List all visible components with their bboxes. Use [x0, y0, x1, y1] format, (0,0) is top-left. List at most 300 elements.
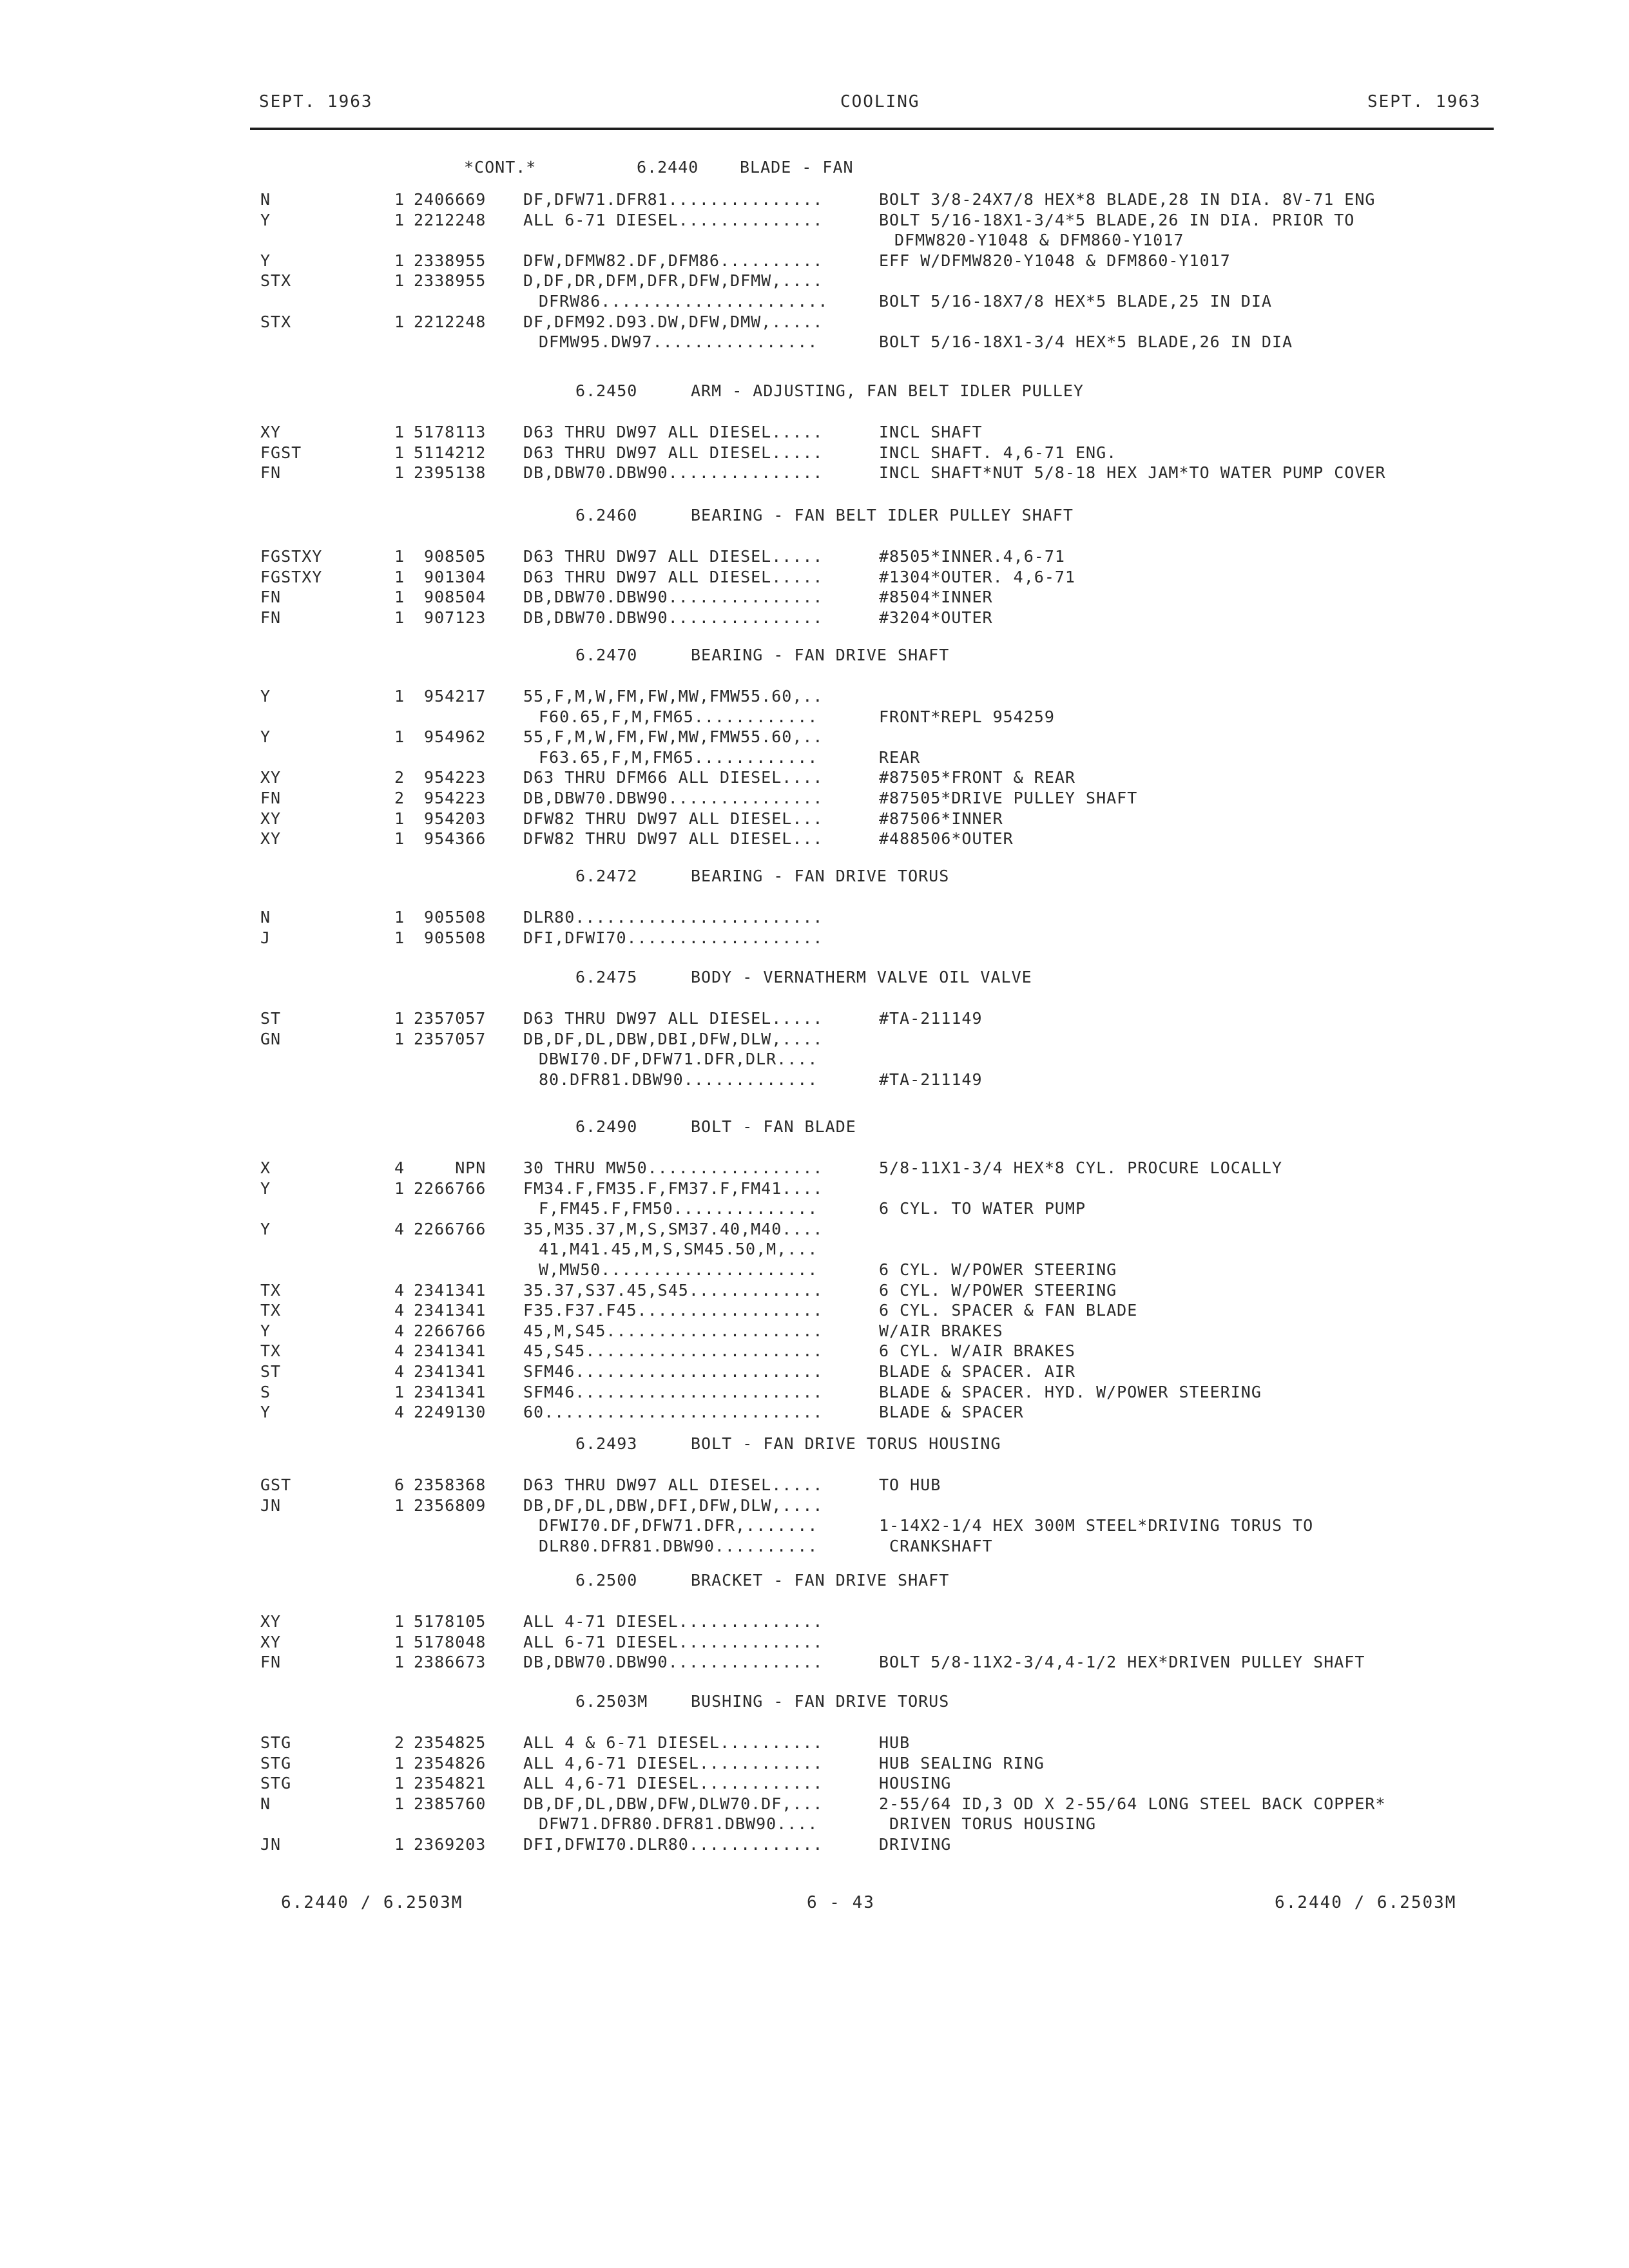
- quantity: 1: [394, 463, 405, 482]
- section-title: BEARING - FAN BELT IDLER PULLEY SHAFT: [691, 506, 1074, 524]
- application: ALL 4-71 DIESEL..............: [523, 1612, 824, 1631]
- part-number: 2266766: [414, 1179, 487, 1198]
- part-row: [0, 423, 1629, 442]
- part-row-continuation: [0, 332, 1629, 352]
- part-row: [0, 463, 1629, 483]
- model-code: Y: [260, 211, 271, 229]
- part-row: [0, 271, 1629, 291]
- model-code: Y: [260, 1321, 271, 1340]
- quantity: 1: [394, 1009, 405, 1028]
- part-row: [0, 1403, 1629, 1422]
- quantity: 1: [394, 1774, 405, 1792]
- application: DB,DBW70.DBW90...............: [523, 588, 824, 606]
- model-code: FN: [260, 608, 282, 627]
- part-row: [0, 1341, 1629, 1361]
- application: F60.65,F,M,FM65............: [539, 707, 818, 726]
- application: F,FM45.F,FM50..............: [539, 1199, 818, 1218]
- description: #87506*INNER: [879, 809, 1003, 828]
- part-number: 954223: [414, 768, 487, 787]
- quantity: 1: [394, 271, 405, 290]
- quantity: 2: [394, 789, 405, 807]
- application: DLR80.DFR81.DBW90..........: [539, 1537, 818, 1555]
- application: DBWI70.DF,DFW71.DFR,DLR....: [539, 1050, 818, 1068]
- section-heading: [0, 158, 1629, 178]
- model-code: GST: [260, 1475, 292, 1494]
- model-code: XY: [260, 809, 282, 828]
- application: DF,DFM92.D93.DW,DFW,DMW,.....: [523, 312, 824, 331]
- quantity: 4: [394, 1301, 405, 1320]
- application: 35.37,S37.45,S45.............: [523, 1281, 824, 1300]
- part-row: [0, 1754, 1629, 1773]
- quantity: 4: [394, 1158, 405, 1177]
- part-row: [0, 1030, 1629, 1049]
- quantity: 4: [394, 1341, 405, 1360]
- part-row: [0, 727, 1629, 747]
- section-number: 6.2440: [637, 158, 699, 177]
- quantity: 1: [394, 211, 405, 229]
- model-code: STG: [260, 1733, 292, 1752]
- model-code: TX: [260, 1341, 282, 1360]
- quantity: 1: [394, 1496, 405, 1515]
- part-row: [0, 908, 1629, 927]
- quantity: 1: [394, 908, 405, 927]
- part-number: 2341341: [414, 1362, 487, 1381]
- description: #3204*OUTER: [879, 608, 993, 627]
- part-number: 2357057: [414, 1030, 487, 1048]
- part-number: 2249130: [414, 1403, 487, 1421]
- application: ALL 6-71 DIESEL..............: [523, 1633, 824, 1651]
- quantity: 1: [394, 1835, 405, 1854]
- part-row-continuation: [0, 1240, 1629, 1259]
- part-number: 2212248: [414, 211, 487, 229]
- application: D,DF,DR,DFM,DFR,DFW,DFMW,....: [523, 271, 824, 290]
- part-row: [0, 608, 1629, 628]
- quantity: 1: [394, 443, 405, 462]
- application: 55,F,M,W,FM,FW,MW,FMW55.60,..: [523, 727, 824, 746]
- part-row: [0, 687, 1629, 706]
- part-row: [0, 809, 1629, 829]
- footer-range-right: 6.2440 / 6.2503M: [1275, 1893, 1457, 1912]
- part-row-continuation: [0, 1199, 1629, 1218]
- section-heading: [0, 1692, 1629, 1713]
- part-number: 2386673: [414, 1653, 487, 1671]
- application: ALL 6-71 DIESEL..............: [523, 211, 824, 229]
- part-number: 901304: [414, 568, 487, 586]
- description: BOLT 3/8-24X7/8 HEX*8 BLADE,28 IN DIA. 8V-71 ENG: [879, 190, 1376, 209]
- part-row: [0, 1301, 1629, 1320]
- model-code: Y: [260, 727, 271, 746]
- model-code: Y: [260, 1179, 271, 1198]
- part-row: [0, 768, 1629, 787]
- description: FRONT*REPL 954259: [879, 707, 1055, 726]
- model-code: FN: [260, 463, 282, 482]
- application: 30 THRU MW50.................: [523, 1158, 824, 1177]
- application: DFW71.DFR80.DFR81.DBW90....: [539, 1814, 818, 1833]
- application: 45,S45.......................: [523, 1341, 824, 1360]
- application: SFM46........................: [523, 1362, 824, 1381]
- section-heading: [0, 381, 1629, 402]
- quantity: 1: [394, 190, 405, 209]
- application: DB,DF,DL,DBW,DBI,DFW,DLW,....: [523, 1030, 824, 1048]
- quantity: 2: [394, 768, 405, 787]
- section-number: 6.2470: [575, 646, 638, 664]
- description: DRIVEN TORUS HOUSING: [879, 1814, 1097, 1833]
- application: ALL 4 & 6-71 DIESEL..........: [523, 1733, 824, 1752]
- part-number: 954203: [414, 809, 487, 828]
- model-code: XY: [260, 768, 282, 787]
- part-row: [0, 1496, 1629, 1515]
- part-number: NPN: [414, 1158, 487, 1177]
- part-row-continuation: [0, 1070, 1629, 1090]
- part-number: 2354821: [414, 1774, 487, 1792]
- part-number: 2338955: [414, 251, 487, 270]
- description: 6 CYL. W/POWER STEERING: [879, 1281, 1117, 1300]
- description: REAR: [879, 748, 921, 767]
- application: 45,M,S45.....................: [523, 1321, 824, 1340]
- application: FM34.F,FM35.F,FM37.F,FM41....: [523, 1179, 824, 1198]
- part-number: 2212248: [414, 312, 487, 331]
- description: TO HUB: [879, 1475, 941, 1494]
- quantity: 1: [394, 809, 405, 828]
- application: DFMW95.DW97................: [539, 332, 818, 351]
- model-code: S: [260, 1383, 271, 1401]
- section-heading: [0, 1434, 1629, 1455]
- description: HUB SEALING RING: [879, 1754, 1045, 1773]
- part-row: [0, 789, 1629, 808]
- application: SFM46........................: [523, 1383, 824, 1401]
- section-number: 6.2503M: [575, 1692, 648, 1711]
- application: D63 THRU DW97 ALL DIESEL.....: [523, 423, 824, 441]
- part-number: 905508: [414, 928, 487, 947]
- part-row: [0, 1009, 1629, 1028]
- application: D63 THRU DW97 ALL DIESEL.....: [523, 547, 824, 566]
- part-number: 2395138: [414, 463, 487, 482]
- part-row: [0, 190, 1629, 209]
- description: BLADE & SPACER. HYD. W/POWER STEERING: [879, 1383, 1262, 1401]
- part-number: 5178105: [414, 1612, 487, 1631]
- section-heading: [0, 506, 1629, 526]
- model-code: STG: [260, 1754, 292, 1773]
- quantity: 6: [394, 1475, 405, 1494]
- part-number: 2341341: [414, 1383, 487, 1401]
- part-number: 954223: [414, 789, 487, 807]
- model-code: X: [260, 1158, 271, 1177]
- application: DB,DBW70.DBW90...............: [523, 789, 824, 807]
- part-row: [0, 1321, 1629, 1341]
- application: DF,DFW71.DFR81...............: [523, 190, 824, 209]
- application: DFI,DFWI70...................: [523, 928, 824, 947]
- quantity: 1: [394, 928, 405, 947]
- quantity: 1: [394, 588, 405, 606]
- model-code: JN: [260, 1835, 282, 1854]
- section-number: 6.2472: [575, 867, 638, 885]
- part-row: [0, 568, 1629, 587]
- part-number: 2338955: [414, 271, 487, 290]
- part-row: [0, 1633, 1629, 1652]
- section-continued-marker: *CONT.*: [464, 158, 537, 177]
- description: INCL SHAFT: [879, 423, 983, 441]
- model-code: J: [260, 928, 271, 947]
- part-row-continuation: [0, 748, 1629, 767]
- section-title: BEARING - FAN DRIVE SHAFT: [691, 646, 950, 664]
- application: F63.65,F,M,FM65............: [539, 748, 818, 767]
- part-row: [0, 443, 1629, 463]
- quantity: 1: [394, 547, 405, 566]
- application: DLR80........................: [523, 908, 824, 927]
- part-row: [0, 1835, 1629, 1854]
- quantity: 1: [394, 1653, 405, 1671]
- section-number: 6.2490: [575, 1117, 638, 1136]
- description: #488506*OUTER: [879, 829, 1014, 848]
- model-code: FGST: [260, 443, 302, 462]
- part-row: [0, 1383, 1629, 1402]
- application: DFRW86......................: [539, 292, 829, 311]
- footer-range-left: 6.2440 / 6.2503M: [281, 1893, 463, 1912]
- description: INCL SHAFT. 4,6-71 ENG.: [879, 443, 1117, 462]
- model-code: FGSTXY: [260, 568, 323, 586]
- model-code: Y: [260, 687, 271, 706]
- description: 2-55/64 ID,3 OD X 2-55/64 LONG STEEL BACK COPPER*: [879, 1794, 1386, 1813]
- part-row: [0, 1653, 1629, 1672]
- application: DFW82 THRU DW97 ALL DIESEL...: [523, 809, 824, 828]
- application: DFW82 THRU DW97 ALL DIESEL...: [523, 829, 824, 848]
- part-row-continuation: [0, 292, 1629, 311]
- quantity: 1: [394, 687, 405, 706]
- description: 1-14X2-1/4 HEX 300M STEEL*DRIVING TORUS TO: [879, 1516, 1314, 1535]
- quantity: 1: [394, 608, 405, 627]
- part-number: 2406669: [414, 190, 487, 209]
- model-code: XY: [260, 423, 282, 441]
- section-title: BODY - VERNATHERM VALVE OIL VALVE: [691, 968, 1032, 986]
- section-number: 6.2475: [575, 968, 638, 986]
- quantity: 1: [394, 1612, 405, 1631]
- header-title: COOLING: [840, 92, 920, 111]
- part-row: [0, 928, 1629, 948]
- application: ALL 4,6-71 DIESEL............: [523, 1754, 824, 1773]
- part-number: 2266766: [414, 1321, 487, 1340]
- part-row-continuation: [0, 1537, 1629, 1556]
- description: 6 CYL. W/AIR BRAKES: [879, 1341, 1075, 1360]
- model-code: TX: [260, 1281, 282, 1300]
- part-row-continuation: [0, 1050, 1629, 1069]
- quantity: 1: [394, 1794, 405, 1813]
- part-row-continuation: [0, 1814, 1629, 1834]
- application: 35,M35.37,M,S,SM37.40,M40....: [523, 1220, 824, 1238]
- section-title: BLADE - FAN: [740, 158, 854, 177]
- description: #TA-211149: [879, 1070, 983, 1089]
- model-code: XY: [260, 1612, 282, 1631]
- description: #8504*INNER: [879, 588, 993, 606]
- application: W,MW50.....................: [539, 1260, 818, 1279]
- quantity: 2: [394, 1733, 405, 1752]
- part-row: [0, 1179, 1629, 1198]
- part-row: [0, 1475, 1629, 1495]
- section-heading: [0, 867, 1629, 887]
- part-row: [0, 1158, 1629, 1178]
- part-number: 2356809: [414, 1496, 487, 1515]
- header-date-right: SEPT. 1963: [1367, 92, 1481, 111]
- section-number: 6.2450: [575, 381, 638, 400]
- description: HOUSING: [879, 1774, 952, 1792]
- description: BOLT 5/16-18X1-3/4 HEX*5 BLADE,26 IN DIA: [879, 332, 1293, 351]
- part-number: 908504: [414, 588, 487, 606]
- description: 6 CYL. TO WATER PUMP: [879, 1199, 1086, 1218]
- part-row: [0, 1794, 1629, 1814]
- application: 55,F,M,W,FM,FW,MW,FMW55.60,..: [523, 687, 824, 706]
- section-title: BEARING - FAN DRIVE TORUS: [691, 867, 950, 885]
- section-number: 6.2460: [575, 506, 638, 524]
- section-title: BUSHING - FAN DRIVE TORUS: [691, 1692, 950, 1711]
- model-code: N: [260, 190, 271, 209]
- description: DFMW820-Y1048 & DFM860-Y1017: [894, 231, 1184, 249]
- model-code: GN: [260, 1030, 282, 1048]
- part-row: [0, 588, 1629, 607]
- description: 6 CYL. SPACER & FAN BLADE: [879, 1301, 1138, 1320]
- part-row-continuation: [0, 1260, 1629, 1280]
- model-code: XY: [260, 1633, 282, 1651]
- quantity: 4: [394, 1281, 405, 1300]
- part-number: 2358368: [414, 1475, 487, 1494]
- quantity: 4: [394, 1362, 405, 1381]
- description: #87505*DRIVE PULLEY SHAFT: [879, 789, 1138, 807]
- header-date-left: SEPT. 1963: [259, 92, 373, 111]
- quantity: 1: [394, 1179, 405, 1198]
- application: DB,DBW70.DBW90...............: [523, 1653, 824, 1671]
- part-row: [0, 829, 1629, 849]
- part-row: [0, 1612, 1629, 1631]
- section-number: 6.2493: [575, 1434, 638, 1453]
- part-number: 2341341: [414, 1281, 487, 1300]
- part-number: 2369203: [414, 1835, 487, 1854]
- part-row-continuation: [0, 707, 1629, 727]
- part-row-continuation: [0, 231, 1629, 250]
- header-rule: [250, 128, 1494, 130]
- section-heading: [0, 1571, 1629, 1591]
- quantity: 1: [394, 829, 405, 848]
- section-title: ARM - ADJUSTING, FAN BELT IDLER PULLEY: [691, 381, 1084, 400]
- quantity: 1: [394, 423, 405, 441]
- section-number: 6.2500: [575, 1571, 638, 1590]
- quantity: 1: [394, 568, 405, 586]
- description: #8505*INNER.4,6-71: [879, 547, 1065, 566]
- application: ALL 4,6-71 DIESEL............: [523, 1774, 824, 1792]
- section-heading: [0, 1117, 1629, 1138]
- description: INCL SHAFT*NUT 5/8-18 HEX JAM*TO WATER PUMP COVER: [879, 463, 1386, 482]
- application: 60...........................: [523, 1403, 824, 1421]
- application: D63 THRU DFM66 ALL DIESEL....: [523, 768, 824, 787]
- part-number: 2354826: [414, 1754, 487, 1773]
- description: #87505*FRONT & REAR: [879, 768, 1075, 787]
- description: BOLT 5/8-11X2-3/4,4-1/2 HEX*DRIVEN PULLEY SHAFT: [879, 1653, 1365, 1671]
- part-number: 954962: [414, 727, 487, 746]
- application: D63 THRU DW97 ALL DIESEL.....: [523, 443, 824, 462]
- model-code: TX: [260, 1301, 282, 1320]
- application: DB,DF,DL,DBW,DFW,DLW70.DF,...: [523, 1794, 824, 1813]
- model-code: ST: [260, 1009, 282, 1028]
- application: DB,DBW70.DBW90...............: [523, 608, 824, 627]
- part-number: 954366: [414, 829, 487, 848]
- application: DFWI70.DF,DFW71.DFR,.......: [539, 1516, 818, 1535]
- part-row: [0, 1774, 1629, 1793]
- description: HUB: [879, 1733, 911, 1752]
- description: BOLT 5/16-18X7/8 HEX*5 BLADE,25 IN DIA: [879, 292, 1272, 311]
- quantity: 1: [394, 1633, 405, 1651]
- section-title: BRACKET - FAN DRIVE SHAFT: [691, 1571, 950, 1590]
- quantity: 4: [394, 1220, 405, 1238]
- model-code: Y: [260, 1220, 271, 1238]
- part-row: [0, 1281, 1629, 1300]
- description: EFF W/DFMW820-Y1048 & DFM860-Y1017: [879, 251, 1231, 270]
- application: DFI,DFWI70.DLR80.............: [523, 1835, 824, 1854]
- part-row-continuation: [0, 1516, 1629, 1535]
- model-code: FN: [260, 1653, 282, 1671]
- model-code: FN: [260, 588, 282, 606]
- part-number: 2385760: [414, 1794, 487, 1813]
- quantity: 4: [394, 1403, 405, 1421]
- part-row: [0, 1220, 1629, 1239]
- model-code: STX: [260, 271, 292, 290]
- part-number: 954217: [414, 687, 487, 706]
- part-row: [0, 1362, 1629, 1381]
- application: DFW,DFMW82.DF,DFM86..........: [523, 251, 824, 270]
- part-number: 5178048: [414, 1633, 487, 1651]
- model-code: XY: [260, 829, 282, 848]
- part-row: [0, 211, 1629, 230]
- section-heading: [0, 646, 1629, 666]
- description: #TA-211149: [879, 1009, 983, 1028]
- quantity: 1: [394, 312, 405, 331]
- part-row: [0, 312, 1629, 332]
- part-number: 908505: [414, 547, 487, 566]
- part-row: [0, 547, 1629, 566]
- quantity: 4: [394, 1321, 405, 1340]
- quantity: 1: [394, 1383, 405, 1401]
- part-row: [0, 1733, 1629, 1753]
- description: 5/8-11X1-3/4 HEX*8 CYL. PROCURE LOCALLY: [879, 1158, 1282, 1177]
- model-code: N: [260, 1794, 271, 1813]
- model-code: JN: [260, 1496, 282, 1515]
- application: 41,M41.45,M,S,SM45.50,M,...: [539, 1240, 818, 1258]
- part-number: 905508: [414, 908, 487, 927]
- part-number: 2354825: [414, 1733, 487, 1752]
- description: DRIVING: [879, 1835, 952, 1854]
- part-number: 2341341: [414, 1341, 487, 1360]
- part-number: 2341341: [414, 1301, 487, 1320]
- part-row: [0, 251, 1629, 271]
- application: D63 THRU DW97 ALL DIESEL.....: [523, 1009, 824, 1028]
- quantity: 1: [394, 1030, 405, 1048]
- part-number: 5178113: [414, 423, 487, 441]
- description: BLADE & SPACER: [879, 1403, 1024, 1421]
- quantity: 1: [394, 727, 405, 746]
- description: 6 CYL. W/POWER STEERING: [879, 1260, 1117, 1279]
- part-number: 2357057: [414, 1009, 487, 1028]
- part-number: 2266766: [414, 1220, 487, 1238]
- section-title: BOLT - FAN DRIVE TORUS HOUSING: [691, 1434, 1001, 1453]
- model-code: FGSTXY: [260, 547, 323, 566]
- section-heading: [0, 968, 1629, 988]
- application: DB,DBW70.DBW90...............: [523, 463, 824, 482]
- model-code: Y: [260, 1403, 271, 1421]
- quantity: 1: [394, 1754, 405, 1773]
- description: BOLT 5/16-18X1-3/4*5 BLADE,26 IN DIA. PRIOR TO: [879, 211, 1355, 229]
- description: BLADE & SPACER. AIR: [879, 1362, 1075, 1381]
- model-code: ST: [260, 1362, 282, 1381]
- application: DB,DF,DL,DBW,DFI,DFW,DLW,....: [523, 1496, 824, 1515]
- application: 80.DFR81.DBW90.............: [539, 1070, 818, 1089]
- application: D63 THRU DW97 ALL DIESEL.....: [523, 568, 824, 586]
- description: CRANKSHAFT: [879, 1537, 993, 1555]
